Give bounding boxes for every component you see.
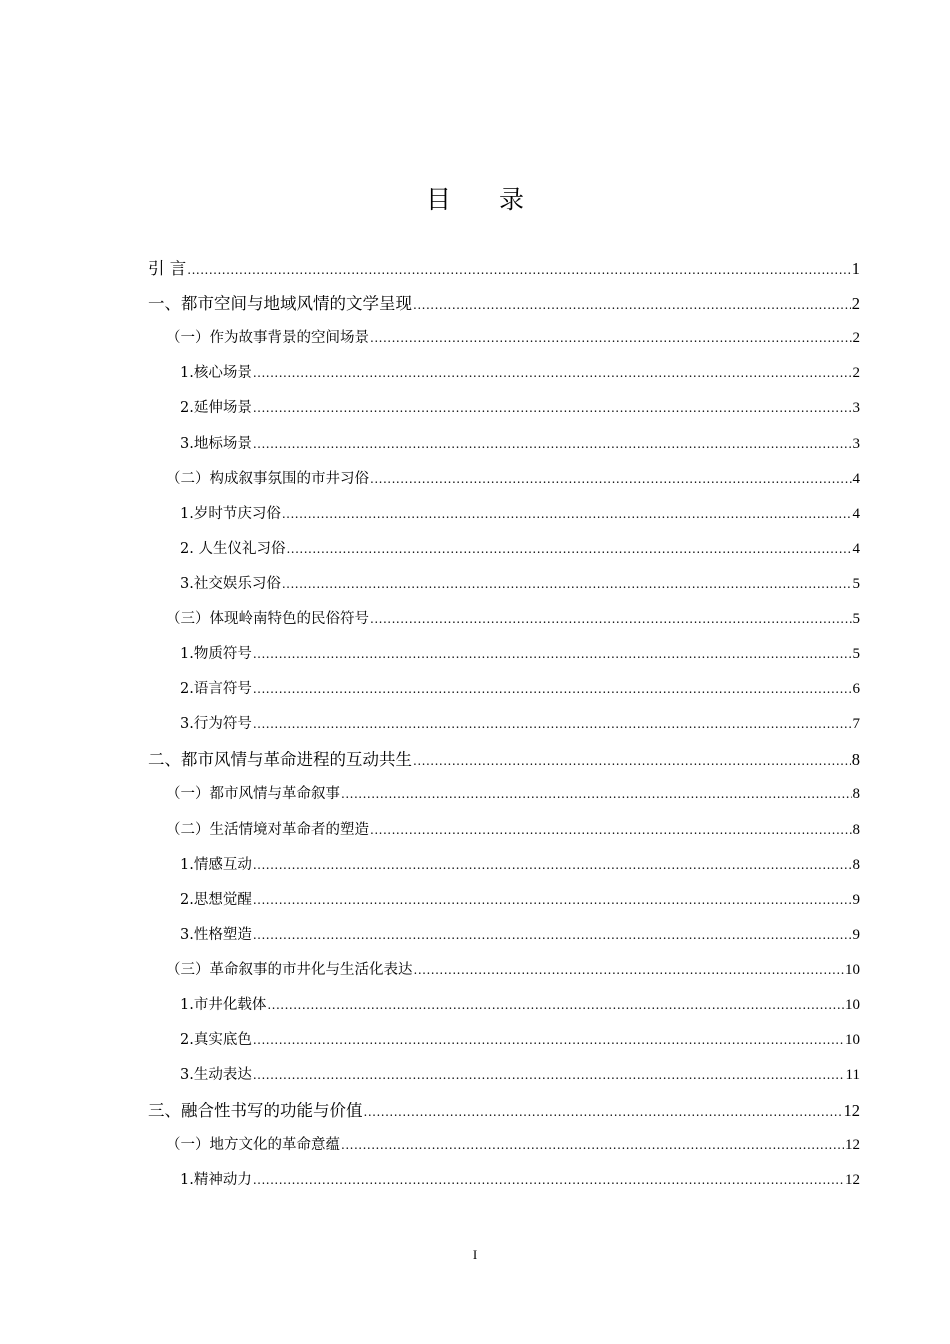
toc-entry[interactable] (0, 600, 950, 635)
toc-entry[interactable] (0, 565, 950, 600)
toc-entry-line[interactable] (148, 1097, 860, 1121)
toc-dot-leader (286, 542, 851, 556)
toc-entry[interactable] (0, 881, 950, 916)
toc-entry-label: 3.地标场景 (180, 435, 252, 452)
toc-entry-line[interactable] (180, 1063, 860, 1084)
toc-dot-leader (413, 298, 851, 312)
toc-entry-line[interactable] (180, 677, 860, 698)
toc-entry-label: 1.岁时节庆习俗 (180, 505, 281, 522)
toc-dot-leader (370, 612, 852, 626)
toc-dot-leader (370, 472, 852, 486)
toc-dot-leader (253, 1033, 844, 1047)
toc-entry-page: 10 (845, 1032, 860, 1049)
toc-entry-page: 5 (852, 575, 860, 592)
toc-entry-label: （三）革命叙事的市井化与生活化表达 (166, 961, 413, 978)
toc-dot-leader (341, 1138, 844, 1152)
toc-entry-page: 7 (852, 716, 860, 733)
toc-entry-label: 1.物质符号 (180, 646, 252, 663)
toc-dot-leader (253, 401, 852, 415)
toc-entry[interactable] (0, 389, 950, 424)
toc-entry[interactable] (0, 530, 950, 565)
toc-entry-line[interactable] (166, 958, 860, 979)
toc-entry-label: 二、都市风情与革命进程的互动共生 (148, 749, 412, 769)
toc-entry-label: （一）作为故事背景的空间场景 (166, 330, 369, 347)
toc-entry-line[interactable] (180, 712, 860, 733)
toc-entry[interactable] (0, 740, 950, 775)
toc-entry-page: 8 (851, 749, 860, 769)
toc-entry[interactable] (0, 951, 950, 986)
toc-entry-line[interactable] (180, 923, 860, 944)
toc-entry-line[interactable] (180, 888, 860, 909)
toc-entry-line[interactable] (180, 502, 860, 523)
toc-entry-line[interactable] (180, 361, 860, 382)
toc-entry-page: 2 (852, 365, 860, 382)
page-title: 目 录 (426, 185, 544, 214)
toc-entry-label: 2.语言符号 (180, 681, 252, 698)
toc-entry-page: 12 (843, 1100, 860, 1120)
toc-entry-label: 引 言 (148, 258, 187, 278)
toc-entry-label: 1.市井化载体 (180, 997, 267, 1014)
toc-entry-label: 一、都市空间与地域风情的文学呈现 (148, 293, 412, 313)
toc-dot-leader (253, 893, 852, 907)
toc-entry-page: 12 (845, 1172, 860, 1189)
toc-dot-leader (413, 754, 851, 768)
toc-dot-leader (253, 928, 852, 942)
toc-entry-line[interactable] (180, 396, 860, 417)
toc-entry-line[interactable] (148, 290, 860, 314)
toc-dot-leader (187, 263, 851, 277)
toc-dot-leader (370, 823, 852, 837)
toc-entry[interactable] (0, 846, 950, 881)
toc-entry-label: 2.思想觉醒 (180, 891, 252, 908)
toc-entry-label: 3.社交娱乐习俗 (180, 575, 281, 592)
toc-entry-line[interactable] (180, 432, 860, 453)
toc-entry-line[interactable] (180, 572, 860, 593)
toc-entry-page: 8 (852, 786, 860, 803)
toc-entry[interactable] (0, 284, 950, 319)
toc-entry-label: 1.核心场景 (180, 365, 252, 382)
toc-entry-page: 2 (852, 330, 860, 347)
toc-entry-label: （二）生活情境对革命者的塑造 (166, 821, 369, 838)
toc-entry-page: 11 (845, 1067, 860, 1084)
toc-entry-label: 3.行为符号 (180, 716, 252, 733)
toc-entry-line[interactable] (166, 782, 860, 803)
toc-entry-line[interactable] (180, 1168, 860, 1189)
toc-entry[interactable] (0, 1161, 950, 1196)
table-of-contents (0, 249, 950, 1197)
toc-entry[interactable] (0, 319, 950, 354)
toc-entry-page: 2 (851, 293, 860, 313)
toc-entry-label: （二）构成叙事氛围的市井习俗 (166, 470, 369, 487)
toc-entry-line[interactable] (166, 467, 860, 488)
toc-entry-label: 2.延伸场景 (180, 400, 252, 417)
toc-entry-label: 3.性格塑造 (180, 926, 252, 943)
toc-entry-line[interactable] (180, 642, 860, 663)
toc-entry-page: 8 (852, 856, 860, 873)
toc-entry-page: 6 (852, 681, 860, 698)
toc-entry[interactable] (0, 424, 950, 459)
toc-entry[interactable] (0, 249, 950, 284)
toc-dot-leader (282, 577, 852, 591)
toc-entry-page: 3 (852, 435, 860, 452)
toc-entry-page: 9 (852, 891, 860, 908)
toc-entry-line[interactable] (180, 853, 860, 874)
toc-dot-leader (253, 682, 852, 696)
toc-entry[interactable] (0, 986, 950, 1021)
toc-entry-label: （一）都市风情与革命叙事 (166, 786, 340, 803)
toc-entry-page: 3 (852, 400, 860, 417)
toc-entry-line[interactable] (148, 255, 860, 279)
toc-dot-leader (253, 717, 852, 731)
toc-entry-label: 2. 人生仪礼习俗 (180, 540, 286, 557)
toc-dot-leader (253, 1173, 844, 1187)
toc-entry[interactable] (0, 1126, 950, 1161)
toc-dot-leader (282, 507, 852, 521)
toc-dot-leader (253, 366, 852, 380)
toc-dot-leader (414, 963, 845, 977)
toc-entry-page: 12 (845, 1137, 860, 1154)
toc-entry[interactable] (0, 1021, 950, 1056)
toc-entry-label: 1.情感互动 (180, 856, 252, 873)
toc-entry-page: 10 (845, 997, 860, 1014)
toc-entry-page: 9 (852, 926, 860, 943)
toc-entry-page: 1 (851, 258, 860, 278)
toc-entry-label: 三、融合性书写的功能与价值 (148, 1100, 363, 1120)
toc-entry[interactable] (0, 354, 950, 389)
toc-entry-line[interactable] (180, 537, 860, 558)
toc-entry[interactable] (0, 635, 950, 670)
toc-entry[interactable] (0, 775, 950, 810)
toc-entry-line[interactable] (180, 1028, 860, 1049)
toc-entry-label: （一）地方文化的革命意蕴 (166, 1137, 340, 1154)
toc-entry-page: 5 (852, 646, 860, 663)
toc-entry[interactable] (0, 460, 950, 495)
toc-entry-line[interactable] (166, 1133, 860, 1154)
toc-dot-leader (364, 1105, 843, 1119)
toc-entry-line[interactable] (166, 607, 860, 628)
toc-entry-page: 4 (852, 505, 860, 522)
toc-entry-label: 2.真实底色 (180, 1032, 252, 1049)
toc-entry-line[interactable] (166, 818, 860, 839)
toc-dot-leader (253, 437, 852, 451)
toc-dot-leader (253, 858, 852, 872)
toc-entry[interactable] (0, 916, 950, 951)
toc-entry-label: （三）体现岭南特色的民俗符号 (166, 610, 369, 627)
toc-dot-leader (253, 1068, 845, 1082)
toc-entry-line[interactable] (148, 746, 860, 770)
toc-entry-page: 4 (852, 470, 860, 487)
toc-dot-leader (341, 787, 852, 801)
toc-dot-leader (267, 998, 844, 1012)
toc-entry-label: 1.精神动力 (180, 1172, 252, 1189)
toc-entry-page: 10 (845, 961, 860, 978)
toc-entry-page: 5 (852, 610, 860, 627)
toc-entry-page: 4 (852, 540, 860, 557)
toc-entry[interactable] (0, 1091, 950, 1126)
toc-entry[interactable] (0, 705, 950, 740)
toc-entry[interactable] (0, 1056, 950, 1091)
toc-entry-line[interactable] (180, 993, 860, 1014)
toc-dot-leader (253, 647, 852, 661)
toc-entry-label: 3.生动表达 (180, 1067, 252, 1084)
toc-entry[interactable] (0, 495, 950, 530)
page-number: I (472, 1247, 478, 1262)
toc-entry[interactable] (0, 811, 950, 846)
toc-entry-page: 8 (852, 821, 860, 838)
toc-entry[interactable] (0, 670, 950, 705)
toc-entry-line[interactable] (166, 326, 860, 347)
toc-dot-leader (370, 331, 852, 345)
